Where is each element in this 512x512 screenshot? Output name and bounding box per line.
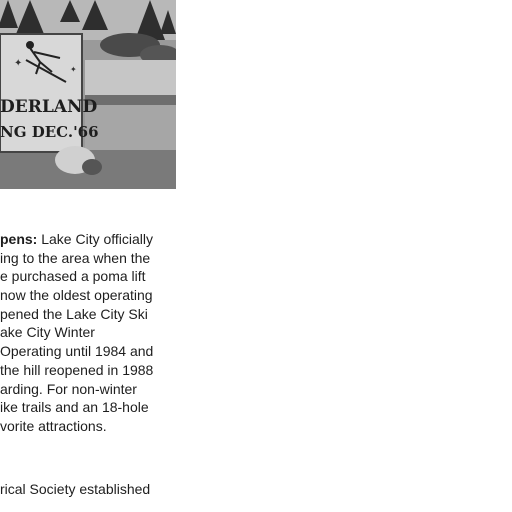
sign-text-line-2: NG DEC.'66 [0, 123, 99, 141]
paragraph-line: pened the Lake City Ski [0, 305, 148, 322]
paragraph-line [0, 230, 200, 249]
paragraph-line: vorite attractions. [0, 417, 107, 434]
svg-text:✦: ✦ [14, 58, 23, 69]
next-entry-line: rical Society established [0, 481, 151, 497]
sign-text-line-1: DERLAND [0, 97, 98, 117]
paragraph-line: ing to the area when the [0, 249, 151, 266]
paragraph-line: the hill reopened in 1988 [0, 361, 154, 378]
svg-text:✦: ✦ [70, 65, 77, 74]
paragraph-line: ike trails and an 18-hole [0, 399, 149, 416]
paragraph-line: now the oldest operating [0, 287, 153, 304]
paragraph-line: e purchased a poma lift [0, 268, 146, 285]
paragraph-text: Lake City officially [37, 231, 154, 247]
article-paragraph [0, 230, 200, 436]
entry-heading: pens: [0, 231, 38, 247]
ski-sign-photo-illustration [0, 0, 176, 189]
paragraph-line: arding. For non-winter [0, 380, 137, 397]
paragraph-line: Operating until 1984 and [0, 343, 154, 360]
paragraph-line: ake City Winter [0, 324, 95, 341]
historic-ski-area-photo [0, 0, 176, 189]
